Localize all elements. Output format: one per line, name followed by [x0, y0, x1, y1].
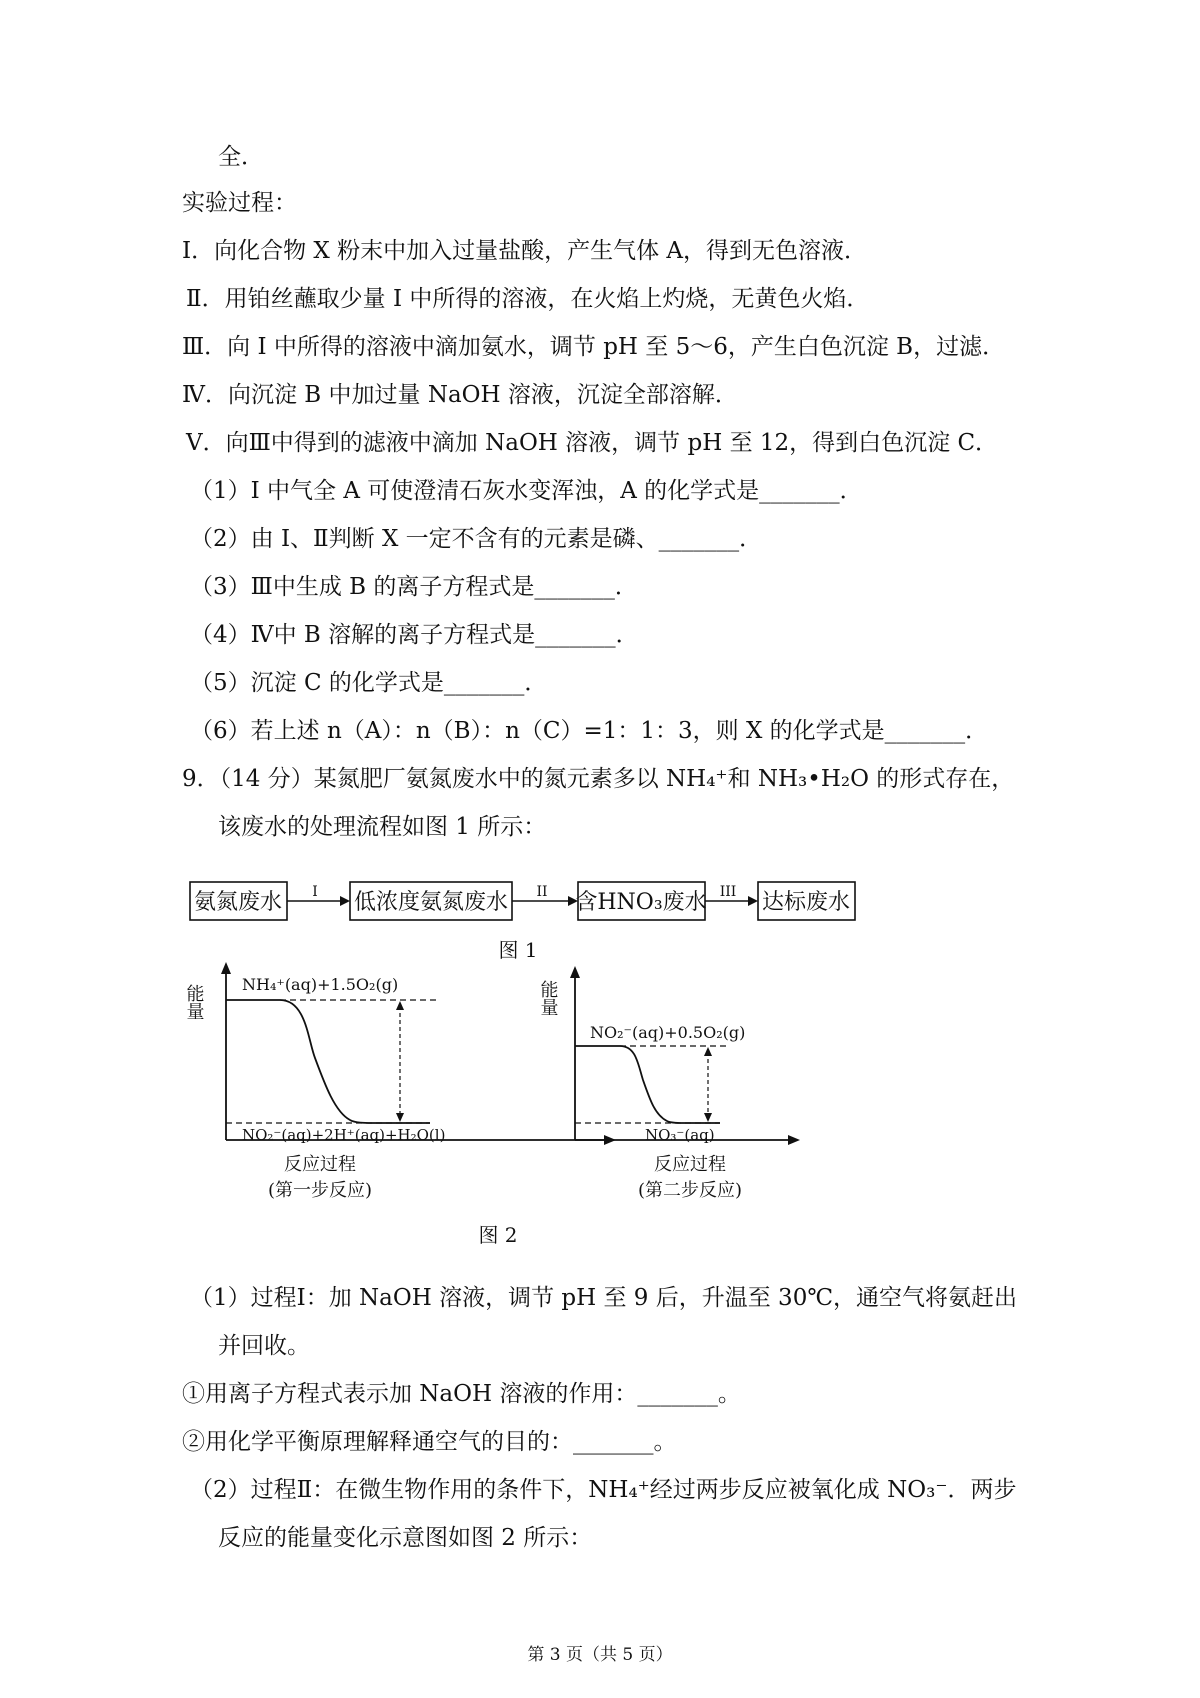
right-y-axis-arrow	[570, 966, 580, 978]
text-line-5: Ⅳ．向沉淀 B 中加过量 NaOH 溶液，沉淀全部溶解．	[182, 382, 738, 408]
text-line-17: ①用离子方程式表示加 NaOH 溶液的作用：_______。	[182, 1381, 741, 1407]
page-footer: 第 3 页（共 5 页）	[527, 1645, 673, 1665]
right-y-axis-label: 能量	[537, 980, 559, 1016]
flow-box-2-label: 低浓度氨氮废水	[353, 890, 509, 915]
left-x-axis-label: 反应过程	[284, 1154, 356, 1175]
flow-step-1: I	[312, 884, 318, 900]
left-dh-arrow-down	[396, 1113, 404, 1122]
right-dh-arrow-up	[704, 1047, 712, 1056]
right-dh-arrow-down	[704, 1113, 712, 1122]
text-line-14: 该废水的处理流程如图 1 所示：	[218, 814, 547, 840]
text-line-4: Ⅲ．向 I 中所得的溶液中滴加氨水，调节 pH 至 5～6，产生白色沉淀 B，过滤．	[182, 334, 1006, 360]
flow-arrow-3-head	[748, 896, 758, 906]
text-line-7: （1）I 中气全 A 可使澄清石灰水变浑浊，A 的化学式是_______．	[190, 478, 863, 504]
flow-arrow-1-head	[340, 896, 350, 906]
figure-1-caption: 图 1	[498, 938, 538, 962]
text-line-20: 反应的能量变化示意图如图 2 所示：	[218, 1525, 593, 1551]
right-x-axis-arrow	[788, 1135, 800, 1145]
left-subcaption: (第一步反应)	[267, 1180, 373, 1201]
figure-2-energy-diagrams	[180, 960, 1080, 1260]
text-line-15: （1）过程Ⅰ：加 NaOH 溶液，调节 pH 至 9 后，升温至 30℃，通空气将氨赶出	[190, 1285, 1018, 1311]
left-dh-arrow-up	[396, 1001, 404, 1010]
text-line-13: 9．（14 分）某氮肥厂氨氮废水中的氮元素多以 NH₄⁺和 NH₃•H₂O 的形式存在，	[182, 766, 1015, 792]
text-line-1: 实验过程：	[182, 190, 297, 216]
left-y-axis-label: 能量	[183, 984, 205, 1020]
text-line-12: （6）若上述 n（A）：n（B）：n（C）=1：1：3，则 X 的化学式是_______．	[190, 718, 989, 744]
right-subcaption: (第二步反应)	[637, 1180, 743, 1201]
text-line-16: 并回收。	[218, 1333, 310, 1359]
text-line-6: Ⅴ．向Ⅲ中得到的滤液中滴加 NaOH 溶液，调节 pH 至 12，得到白色沉淀 C．	[186, 430, 999, 456]
text-line-8: （2）由 I、Ⅱ判断 X 一定不含有的元素是磷、_______．	[190, 526, 763, 552]
text-line-3: Ⅱ．用铂丝蘸取少量 I 中所得的溶液，在火焰上灼烧，无黄色火焰．	[186, 286, 870, 312]
text-line-9: （3）Ⅲ中生成 B 的离子方程式是_______．	[190, 574, 638, 600]
right-x-axis-label: 反应过程	[654, 1154, 726, 1175]
left-bottom-label: NO₂⁻(aq)+2H⁺(aq)+H₂O(l)	[242, 1126, 446, 1144]
text-line-10: （4）Ⅳ中 B 溶解的离子方程式是_______．	[190, 622, 639, 648]
text-line-2: I．向化合物 X 粉末中加入过量盐酸，产生气体 A，得到无色溶液．	[182, 238, 868, 264]
text-line-19: （2）过程Ⅱ：在微生物作用的条件下，NH₄⁺经过两步反应被氧化成 NO₃⁻．两步	[190, 1477, 1017, 1503]
flow-step-3: III	[719, 884, 737, 900]
right-top-label: NO₂⁻(aq)+0.5O₂(g)	[590, 1023, 746, 1042]
left-top-label: NH₄⁺(aq)+1.5O₂(g)	[242, 975, 399, 994]
flow-box-4-label: 达标废水	[761, 890, 851, 915]
figure-2-caption: 图 2	[478, 1223, 518, 1247]
text-line-18: ②用化学平衡原理解释通空气的目的：_______。	[182, 1429, 677, 1455]
text-line-11: （5）沉淀 C 的化学式是_______．	[190, 670, 548, 696]
left-y-axis-arrow	[221, 962, 231, 974]
text-line-0: 全．	[218, 144, 264, 170]
right-bottom-label: NO₃⁻(aq)	[645, 1126, 715, 1144]
right-energy-curve	[575, 1046, 720, 1123]
flow-step-2: II	[536, 884, 548, 900]
figure-1-flowchart	[180, 870, 1080, 970]
flow-box-3-label: 含HNO₃废水	[575, 890, 707, 915]
flow-box-1-label: 氨氮废水	[193, 890, 283, 915]
energy-diagram-step-2	[538, 966, 801, 1201]
